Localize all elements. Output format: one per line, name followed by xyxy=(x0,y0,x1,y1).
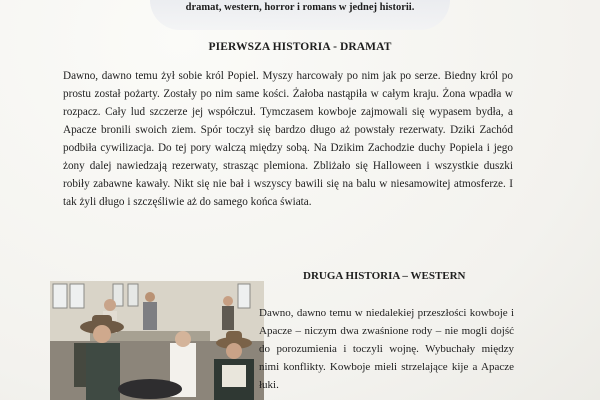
section1-heading: PIERWSZA HISTORIA - DRAMAT xyxy=(208,41,392,53)
section2-body: Dawno, dawno temu w niedalekiej przeszłości kowboje i Apacze – niczym dwa zwaśnione rody – nie mogli dojść do porozumienia i toczyli wojnę. Wybuchały między nimi konflikty. Kowboje mieli strzelające kije a Apacze łuki. xyxy=(259,307,514,391)
section1-body: Dawno, dawno temu żył sobie król Popiel. Myszy harcowały po nim jak po serze. Biedny król po prostu został pożarty. Zostały po nim same kości. Żałoba nastąpiła w całym kraju. Żona wpadła w rozpacz. Cały lud szczerze jej współczuł. Tymczasem kowboje zajmowali się wypasem bydła, a Apacze bronili swoich ziem. Spór toczył się bardzo długo aż powstały rezerwaty. Dziki Zachód podbiła cywilizacja. Do tej pory walczą między sobą. Na Dzikim Zachodzie duchy Popiela i jego żony dalej nawiedzają rezerwaty, strasząc plemiona. Zbliżało się Halloween i wszystkie duszki robiły zabawne kawały. Nikt się nie bał i wszyscy bawili się na balu w niesamowitej atmosferze. I tak żyli długo i szczęśliwie aż do samego końca świata. xyxy=(63,70,513,208)
intro-line: dramat, western, horror i romans w jednej historii. xyxy=(185,2,415,13)
photo-illustration xyxy=(50,281,264,400)
classroom-photo xyxy=(50,281,264,400)
section2-heading: DRUGA HISTORIA – WESTERN xyxy=(303,270,466,282)
